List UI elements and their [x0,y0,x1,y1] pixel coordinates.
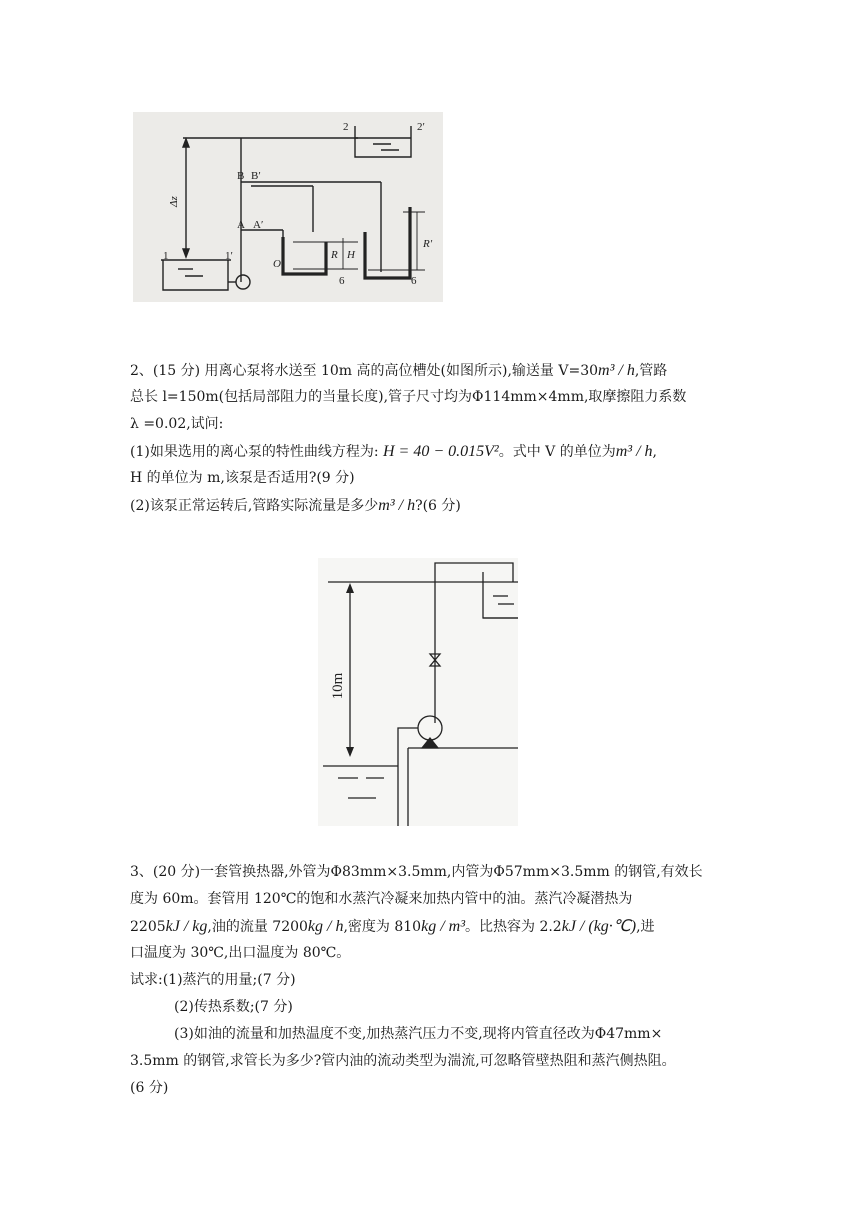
fig1-label-dz: Δz [168,196,180,207]
q2-sub2: (2)该泵正常运转后,管路实际流量是多少m³ / h?(6 分) [130,497,461,514]
question-2 [130,357,740,519]
fig1-label-H: H [347,249,355,261]
q2-sub1: (1)如果选用的离心泵的特性曲线方程为: H = 40 − 0.015V²。式中 V 的单位为m³ / h, [130,443,657,460]
fig1-label-A: A [237,219,245,231]
q3-ask-intro: 试求:(1)蒸汽的用量;(7 分) [130,972,296,988]
q3-ask-3-line2: 3.5mm 的钢管,求管长为多少?管内油的流动类型为湍流,可忽略管壁热阻和蒸汽侧热阻。 [130,1053,676,1069]
q2-line-1: 2、(15 分) 用离心泵将水送至 10m 高的高位槽处(如图所示),输送量 V=30m³ / h,管路 [130,362,668,379]
q3-line-4: 口温度为 30℃,出口温度为 80℃。 [130,945,351,961]
q2-flow-unit: m³ / h [598,362,635,379]
q3-ask-2: (2)传热系数;(7 分) [174,999,293,1015]
fig1-label-Rprime: R′ [423,238,433,250]
fig1-label-O: O [273,258,281,270]
fig1-label-6a: 6 [339,275,345,287]
q3-line-2: 度为 60m。套管用 120℃的饱和水蒸汽冷凝来加热内管中的油。蒸汽冷凝潜热为 [130,891,633,907]
q3-ask-3-line3: (6 分) [130,1080,169,1096]
q3-line-3: 2205kJ / kg,油的流量 7200kg / h,密度为 810kg / m³。比热容为 2.2kJ / (kg·℃),进 [130,918,655,935]
fig1-label-1: 1 [163,250,169,262]
fig1-label-6b: 6 [411,275,417,287]
fig1-label-R: R [331,249,338,261]
figure-pump-diagram [318,558,518,826]
fig2-height-label: 10m [330,672,346,700]
fig1-label-B: B [237,170,245,182]
q2-sub1-line2: H 的单位为 m,该泵是否适用?(9 分) [130,470,355,486]
q2-equation: H = 40 − 0.015V² [383,443,499,460]
q2-line-3: λ =0.02,试问: [130,416,224,432]
q2-line-2: 总长 l=150m(包括局部阻力的当量长度),管子尺寸均为Φ114mm×4mm,取摩擦阻力系数 [130,389,687,405]
fig1-label-2: 2 [343,121,349,133]
q3-ask-3: (3)如油的流量和加热温度不变,加热蒸汽压力不变,现将内管直径改为Φ47mm× [174,1026,663,1042]
q3-line-1: 3、(20 分)一套管换热器,外管为Φ83mm×3.5mm,内管为Φ57mm×3.5mm 的钢管,有效长 [130,864,703,880]
figure-manometer-diagram [133,112,443,302]
fig1-label-Aprime: A′ [253,219,264,231]
question-3 [130,859,740,1102]
fig1-label-1prime: 1′ [225,250,233,262]
fig1-label-2prime: 2′ [417,121,425,133]
fig1-label-Bprime: B′ [251,170,261,182]
